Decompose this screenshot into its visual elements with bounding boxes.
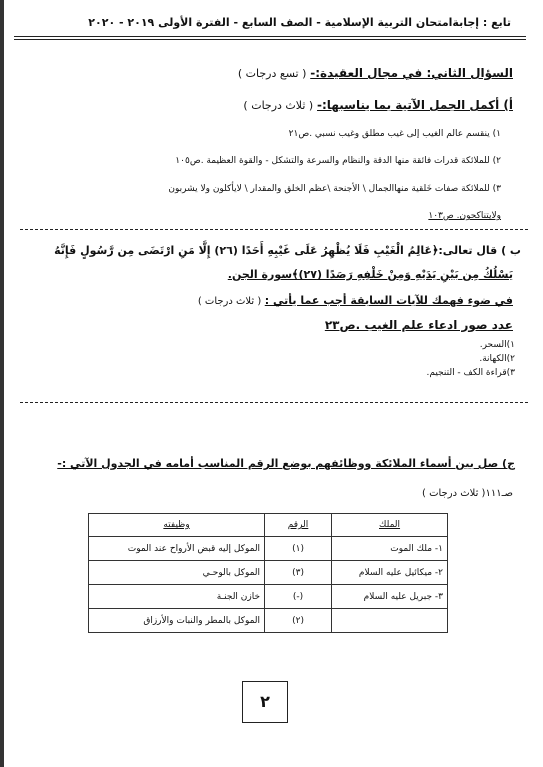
part-a-item-1: ١) ينقسم عالم الغيب إلى غيب مطلق وغيب نسبي .ص٢١ — [288, 129, 501, 139]
table-header-duty: وظيفته — [89, 514, 265, 537]
header-rule — [14, 36, 526, 37]
part-c-heading: ج) صل بين أسماء الملائكة ووظائفهم بوضع الرقم المناسب أمامه في الجدول الآتي :- — [57, 457, 515, 470]
part-a-item-3: ٣) للملائكة صفات خَلقية منهاالجمال \ الأجنحة \عظم الخلق والمقدار \ لايأكلون ولا يشربون — [168, 184, 501, 194]
table-row — [89, 609, 448, 633]
part-a-item-3-cont: ولايتناكحون. ص١٠٣ — [428, 211, 501, 221]
table-cell-number: (٣) — [265, 561, 332, 585]
table-cell-number: (-) — [265, 585, 332, 609]
table-cell-number: (٢) — [265, 609, 332, 633]
table-header-row — [89, 514, 448, 537]
table-cell-duty: الموكل إليه قبض الأرواح عند الموت — [89, 537, 265, 561]
table-cell-duty: خازن الجنـة — [89, 585, 265, 609]
part-a-item-2: ٢) للملائكة قدرات فائقة منها الدقة والنظام والسرعة والتشكل - والقوة العظيمة .ص١٠٥ — [175, 156, 501, 166]
part-b-answer-1: ١)السحر. — [479, 340, 515, 350]
part-c-marks: صـ١١١( ثلاث درجات ) — [422, 488, 513, 499]
part-a-heading-line — [243, 98, 513, 112]
part-a-heading: أ) أكمل الجمل الآتية بما يناسبها:- — [317, 98, 513, 112]
table-cell-angel: ١- ملك الموت — [332, 537, 448, 561]
part-b-question: عدد صور ادعاء علم الغيب .ص٢٣ — [324, 318, 513, 332]
section-divider-1 — [20, 229, 528, 230]
part-b-verse-line-2: يَسْلُكُ مِن بَيْنِ يَدَيْهِ وَمِنْ خَلْفِهِ رَصَدًا (٢٧)﴾سورة الجن. — [227, 268, 513, 281]
part-b-marks: ( ثلاث درجات ) — [197, 296, 262, 307]
q2-marks: ( تسع درجات ) — [237, 67, 307, 80]
table-row — [89, 537, 448, 561]
q2-heading: السؤال الثاني: في مجال العقيدة:- — [310, 66, 513, 80]
page-number: ٢ — [260, 692, 270, 711]
page-header: تابع : إجابةامتحان التربية الإسلامية - الصف السابع - الفترة الأولى ٢٠١٩ - ٢٠٢٠ — [88, 16, 511, 29]
part-b-answer-2: ٢)الكهانة. — [479, 354, 515, 364]
table-cell-number: (١) — [265, 537, 332, 561]
part-a-marks: ( ثلاث درجات ) — [243, 99, 314, 112]
part-b-instruction: في ضوء فهمك للآيات السابقة أجب عما يأتي : — [264, 294, 513, 307]
angels-table — [88, 513, 448, 633]
table-cell-angel — [332, 609, 448, 633]
table-row — [89, 585, 448, 609]
table-cell-duty: الموكل بالمطر والنبات والأرزاق — [89, 609, 265, 633]
part-b-instruction-line — [198, 294, 513, 307]
header-rule-2 — [14, 39, 526, 40]
part-b-answer-3: ٣)قراءة الكف - التنجيم. — [426, 368, 515, 378]
table-header-number: الرقم — [265, 514, 332, 537]
page-number-box — [242, 681, 288, 723]
table-cell-angel: ٣- جبريل عليه السلام — [332, 585, 448, 609]
q2-heading-line — [238, 66, 513, 80]
table-row — [89, 561, 448, 585]
table-header-angel: الملك — [332, 514, 448, 537]
section-divider-2 — [20, 402, 528, 403]
table-cell-angel: ٢- ميكائيل عليه السلام — [332, 561, 448, 585]
part-b-verse-line-1: ب ) قال تعالى:﴿عَالِمُ الْغَيْبِ فَلَا يُظْهِرُ عَلَى غَيْبِهِ أَحَدًا (٢٦) إِلَّا مَنِ ارْتَضَى مِن رَّسُولٍ فَإِنَّهُ — [54, 244, 521, 257]
scan-edge — [0, 0, 4, 767]
table-cell-duty: الموكل بالوحـي — [89, 561, 265, 585]
